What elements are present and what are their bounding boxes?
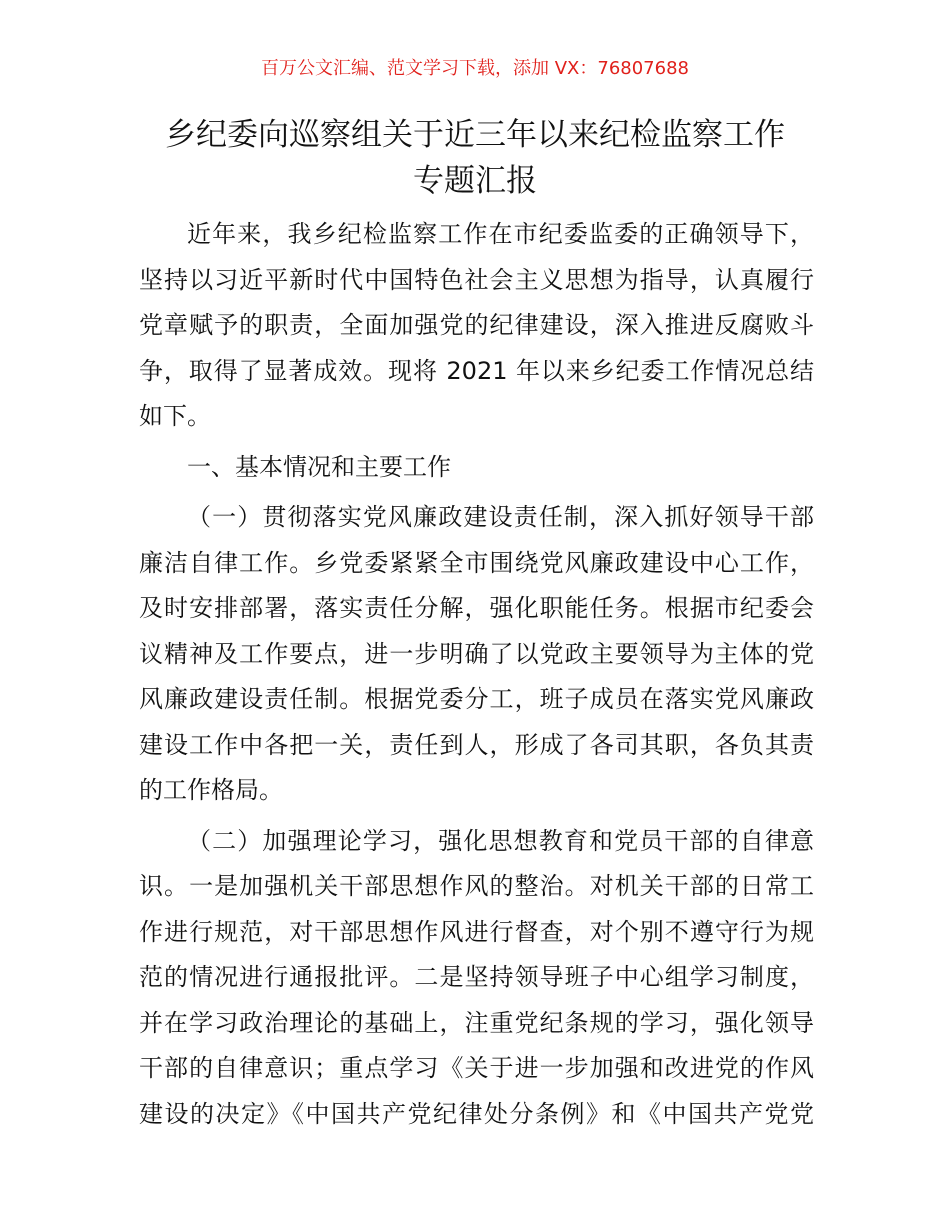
- header-note: 百万公文汇编、范文学习下载，添加 VX：76807688: [261, 58, 689, 79]
- paragraph-line: 议精神及工作要点，进一步明确了以党政主要领导为主体的党: [139, 639, 814, 668]
- paragraph-line: 范的情况进行通报批评。二是坚持领导班子中心组学习制度，: [139, 963, 814, 991]
- paragraph-line: 及时安排部署，落实责任分解，强化职能任务。根据市纪委会: [139, 594, 814, 622]
- paragraph-line: 建设的决定》《中国共产党纪律处分条例》和《中国共产党党: [139, 1099, 814, 1128]
- section-heading: [139, 445, 814, 491]
- paragraph-line: 争，取得了显著成效。现将 2021 年以来乡纪委工作情况总结: [139, 356, 814, 385]
- paragraph-line: 近年来，我乡纪检监察工作在市纪委监委的正确领导下，: [187, 220, 814, 248]
- document-body: [139, 212, 814, 1137]
- paragraph-line: 坚持以习近平新时代中国特色社会主义思想为指导，认真履行: [139, 265, 814, 294]
- paragraph-line: 识。一是加强机关干部思想作风的整治。对机关干部的日常工: [139, 872, 814, 900]
- paragraph-line: 干部的自律意识；重点学习《关于进一步加强和改进党的作风: [139, 1054, 814, 1082]
- paragraph-line: 的工作格局。: [139, 776, 283, 804]
- paragraph-line: 廉洁自律工作。乡党委紧紧全市围绕党风廉政建设中心工作，: [139, 548, 814, 577]
- paragraph-section-2: [139, 819, 814, 1138]
- paragraph-intro: [139, 212, 814, 440]
- section-heading-text: 一、基本情况和主要工作: [187, 452, 451, 481]
- paragraph-section-1: [139, 495, 814, 814]
- document-title: [100, 112, 850, 204]
- title-line: 专题汇报: [413, 163, 537, 199]
- paragraph-line: 并在学习政治理论的基础上，注重党纪条规的学习，强化领导: [139, 1008, 814, 1037]
- paragraph-line: 如下。: [139, 402, 211, 430]
- paragraph-line: 风廉政建设责任制。根据党委分工，班子成员在落实党风廉政: [139, 685, 814, 713]
- title-line: 乡纪委向巡察组关于近三年以来纪检监察工作: [165, 117, 785, 153]
- paragraph-line: （二）加强理论学习，强化思想教育和党员干部的自律意: [187, 826, 814, 855]
- paragraph-line: 党章赋予的职责，全面加强党的纪律建设，深入推进反腐败斗: [139, 311, 814, 339]
- paragraph-line: （一）贯彻落实党风廉政建设责任制，深入抓好领导干部: [187, 503, 814, 531]
- paragraph-line: 作进行规范，对干部思想作风进行督查，对个别不遵守行为规: [139, 917, 814, 946]
- paragraph-line: 建设工作中各把一关，责任到人，形成了各司其职，各负其责: [139, 730, 814, 759]
